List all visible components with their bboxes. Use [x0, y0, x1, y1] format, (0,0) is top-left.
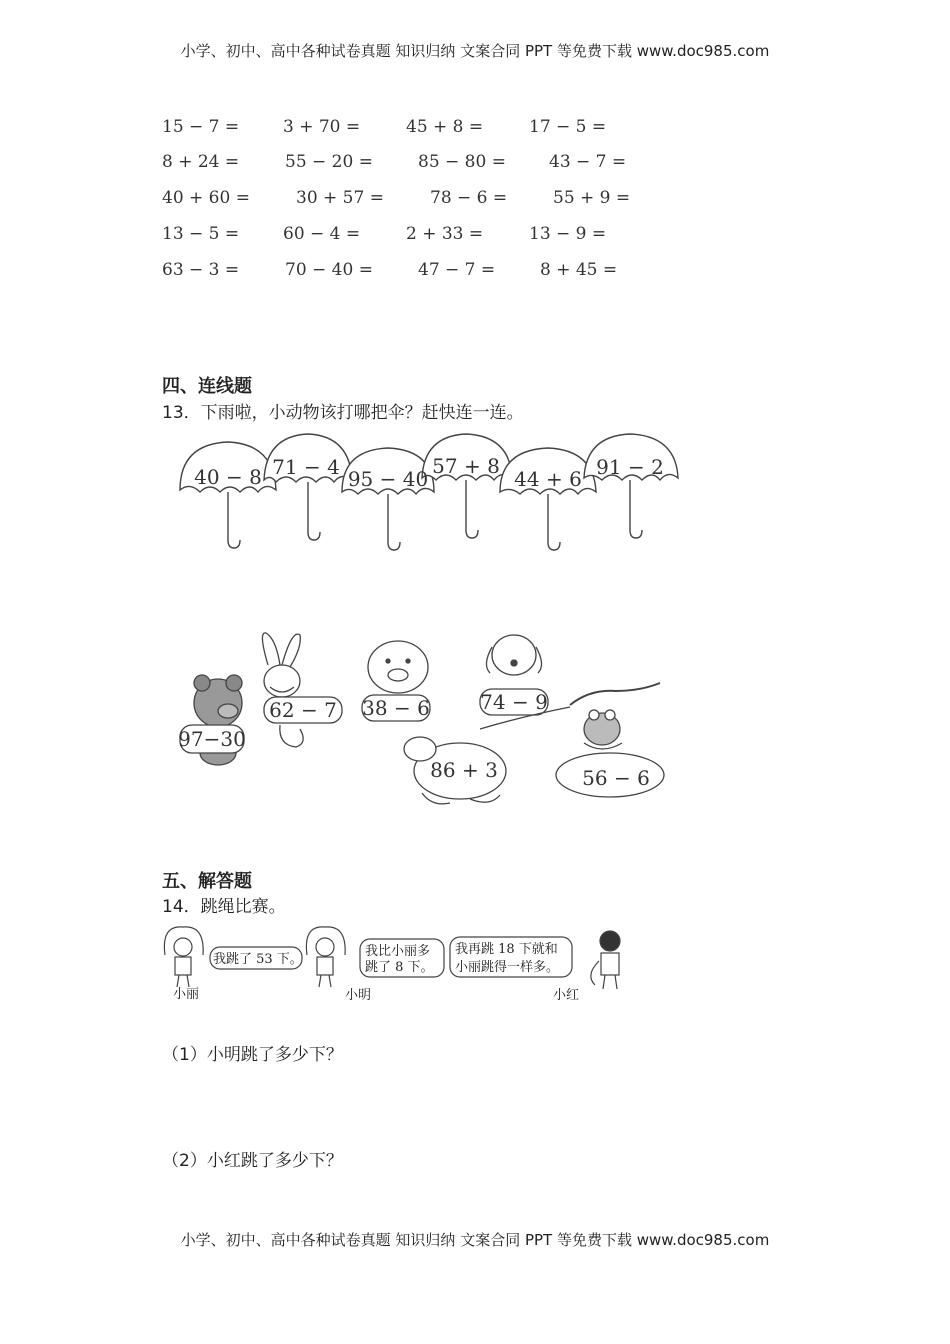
equation: 13 − 5 = [162, 224, 240, 244]
equation: 85 − 80 = [418, 152, 506, 172]
xiaoli-name: 小丽 [173, 987, 200, 1002]
equation: 8 + 45 = [540, 260, 618, 280]
xiaoming-name: 小明 [345, 988, 372, 1003]
equation: 13 − 9 = [529, 224, 607, 244]
equation: 17 − 5 = [529, 117, 607, 137]
page-header: 小学、初中、高中各种试卷真题 知识归纳 文案合同 PPT 等免费下载 www.doc985.com [180, 42, 770, 60]
animal-label-bear: 97−30 [178, 727, 246, 751]
equation: 78 − 6 = [430, 188, 508, 208]
umbrella-label: 40 − 8 [194, 465, 262, 489]
equation: 3 + 70 = [283, 117, 361, 137]
equation: 43 − 7 = [549, 152, 627, 172]
umbrella-5 [500, 448, 596, 550]
equation: 30 + 57 = [296, 188, 384, 208]
xiaoming-speech-line2: 跳了 8 下。 [365, 960, 434, 975]
umbrella-1 [180, 442, 276, 548]
umbrella-2 [264, 434, 352, 540]
equation: 70 − 40 = [285, 260, 373, 280]
equation: 8 + 24 = [162, 152, 240, 172]
animal-label-turtle: 86 + 3 [430, 758, 498, 782]
animal-label-dog: 74 − 9 [480, 690, 548, 714]
equation: 40 + 60 = [162, 188, 250, 208]
xiaohong-speech-line1: 我再跳 18 下就和 [455, 942, 558, 957]
sub-question-2: （2）小红跳了多少下？ [162, 1151, 343, 1171]
equation: 15 − 7 = [162, 117, 240, 137]
umbrella-row [170, 430, 690, 560]
rabbit-illustration [262, 633, 303, 747]
animals-scene [170, 625, 690, 815]
umbrella-label: 91 − 2 [596, 455, 664, 479]
sub-question-1: （1）小明跳了多少下？ [162, 1045, 343, 1065]
umbrella-6 [584, 434, 678, 538]
animal-label-frog: 56 − 6 [582, 766, 650, 790]
equation: 55 − 20 = [285, 152, 373, 172]
umbrella-3 [342, 448, 434, 550]
umbrella-label: 71 − 4 [272, 455, 340, 479]
xiaoming-speech-line1: 我比小丽多 [365, 944, 431, 959]
umbrella-label: 95 − 40 [347, 467, 429, 491]
section-title: 五、解答题 [162, 871, 252, 892]
question-14: 14．跳绳比赛。 [162, 897, 286, 917]
xiaoming-illustration [306, 927, 345, 987]
equation: 47 − 7 = [418, 260, 496, 280]
equation: 60 − 4 = [283, 224, 361, 244]
xiaohong-name: 小红 [553, 988, 580, 1003]
umbrella-4 [422, 434, 512, 538]
equation: 63 − 3 = [162, 260, 240, 280]
xiaohong-speech-line2: 小丽跳得一样多。 [455, 960, 560, 975]
umbrella-label: 57 + 8 [432, 454, 500, 478]
animal-label-pig: 38 − 6 [362, 696, 430, 720]
xiaoli-speech: 我跳了 53 下。 [213, 952, 303, 967]
question-13: 13．下雨啦，小动物该打哪把伞？赶快连一连。 [162, 403, 524, 423]
equation: 45 + 8 = [406, 117, 484, 137]
equation: 2 + 33 = [406, 224, 484, 244]
animal-label-rabbit: 62 − 7 [269, 698, 337, 722]
xiaoli-illustration [164, 927, 203, 987]
xiaohong-illustration [591, 931, 620, 989]
page-footer: 小学、初中、高中各种试卷真题 知识归纳 文案合同 PPT 等免费下载 www.doc985.com [180, 1231, 770, 1249]
equation: 55 + 9 = [553, 188, 631, 208]
umbrella-label: 44 + 6 [514, 467, 582, 491]
dog-illustration [486, 635, 541, 675]
section-title: 四、连线题 [162, 376, 252, 397]
jump-rope-scene [155, 925, 635, 1005]
pig-illustration [368, 641, 428, 693]
